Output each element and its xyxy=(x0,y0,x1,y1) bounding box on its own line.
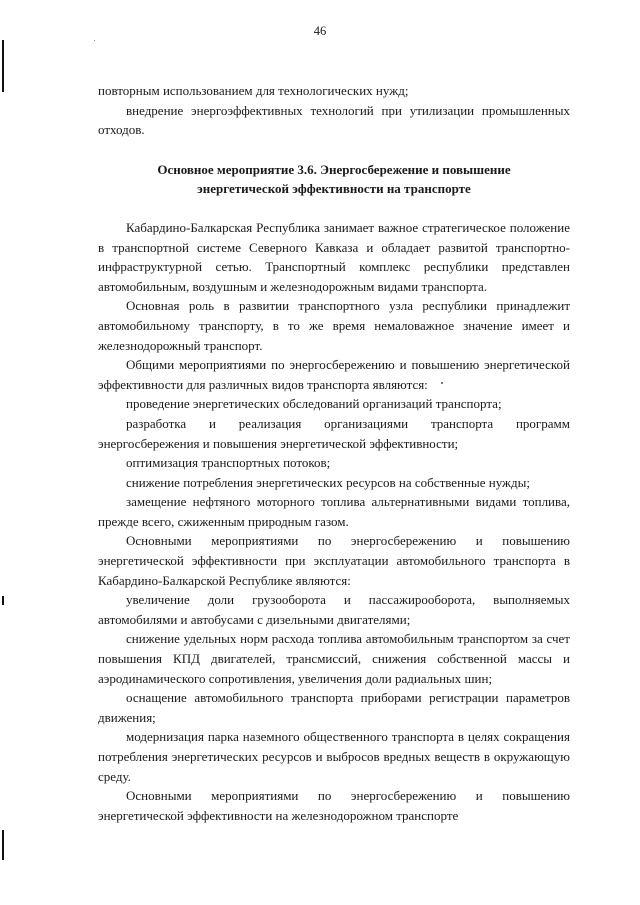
list-item: увеличение доли грузооборота и пассажирооборота, выполняемых автомобилями и автобусами с дизельными двигателями; xyxy=(98,592,570,627)
section-heading-line: энергетической эффективности на транспорте xyxy=(197,181,471,197)
paragraph: Основная роль в развитии транспортного узла республики принадлежит автомобильному транспорту, в то же время немаловажное значение имеет и железнодорожный транспорт. xyxy=(98,298,570,353)
list-item: снижение потребления энергетических ресурсов на собственные нужды; xyxy=(126,474,530,490)
list-item: замещение нефтяного моторного топлива альтернативными видами топлива, прежде всего, сжиженным природным газом. xyxy=(98,494,570,529)
paragraph: Общими мероприятиями по энергосбережению и повышению энергетической эффективности для различных видов транспорта являются: xyxy=(98,357,570,392)
list-item: проведение энергетических обследований организаций транспорта; xyxy=(126,396,502,412)
paragraph: Основными мероприятиями по энергосбережению и повышению энергетической эффективности на железнодорожном транспорте xyxy=(98,788,570,823)
list-item: модернизация парка наземного общественного транспорта в целях сокращения потребления энергетических ресурсов и выбросов вредных веществ в окружающую среду. xyxy=(98,729,570,784)
scan-edge-mark xyxy=(2,40,4,92)
list-item: оснащение автомобильного транспорта приборами регистрации параметров движения; xyxy=(98,690,570,725)
list-item: оптимизация транспортных потоков; xyxy=(126,455,331,471)
scan-edge-mark xyxy=(2,596,4,605)
paragraph: Кабардино-Балкарская Республика занимает важное стратегическое положение в транспортной системе Северного Кавказа и обладает развитой транспортно-инфраструктурной сетью. Транспортный комплекс республики представлен автомобильным, воздушным и железнодорожным видами транспорта. xyxy=(98,219,570,294)
scan-edge-mark xyxy=(2,830,4,860)
section-heading-line: Основное мероприятие 3.6. Энергосбережение и повышение xyxy=(157,161,511,177)
paragraph: Основными мероприятиями по энергосбережению и повышению энергетической эффективности при эксплуатации автомобильного транспорта в Кабардино-Балкарской Республике являются: xyxy=(98,533,570,588)
page-number: 46 xyxy=(313,24,327,38)
paragraph: повторным использованием для технологических нужд; xyxy=(98,83,409,98)
list-item: снижение удельных норм расхода топлива автомобильным транспортом за счет повышения КПД двигателей, трансмиссий, снижения собственной массы и аэродинамического сопротивления, увеличения доли радиальных шин; xyxy=(98,631,570,686)
section-heading xyxy=(98,160,570,199)
paragraph: внедрение энергоэффективных технологий при утилизации промышленных отходов. xyxy=(98,102,570,138)
document-body xyxy=(98,81,570,825)
scan-speck xyxy=(94,40,95,41)
list-item: разработка и реализация организациями транспорта программ энергосбережения и повышения энергетической эффективности; xyxy=(98,415,570,451)
